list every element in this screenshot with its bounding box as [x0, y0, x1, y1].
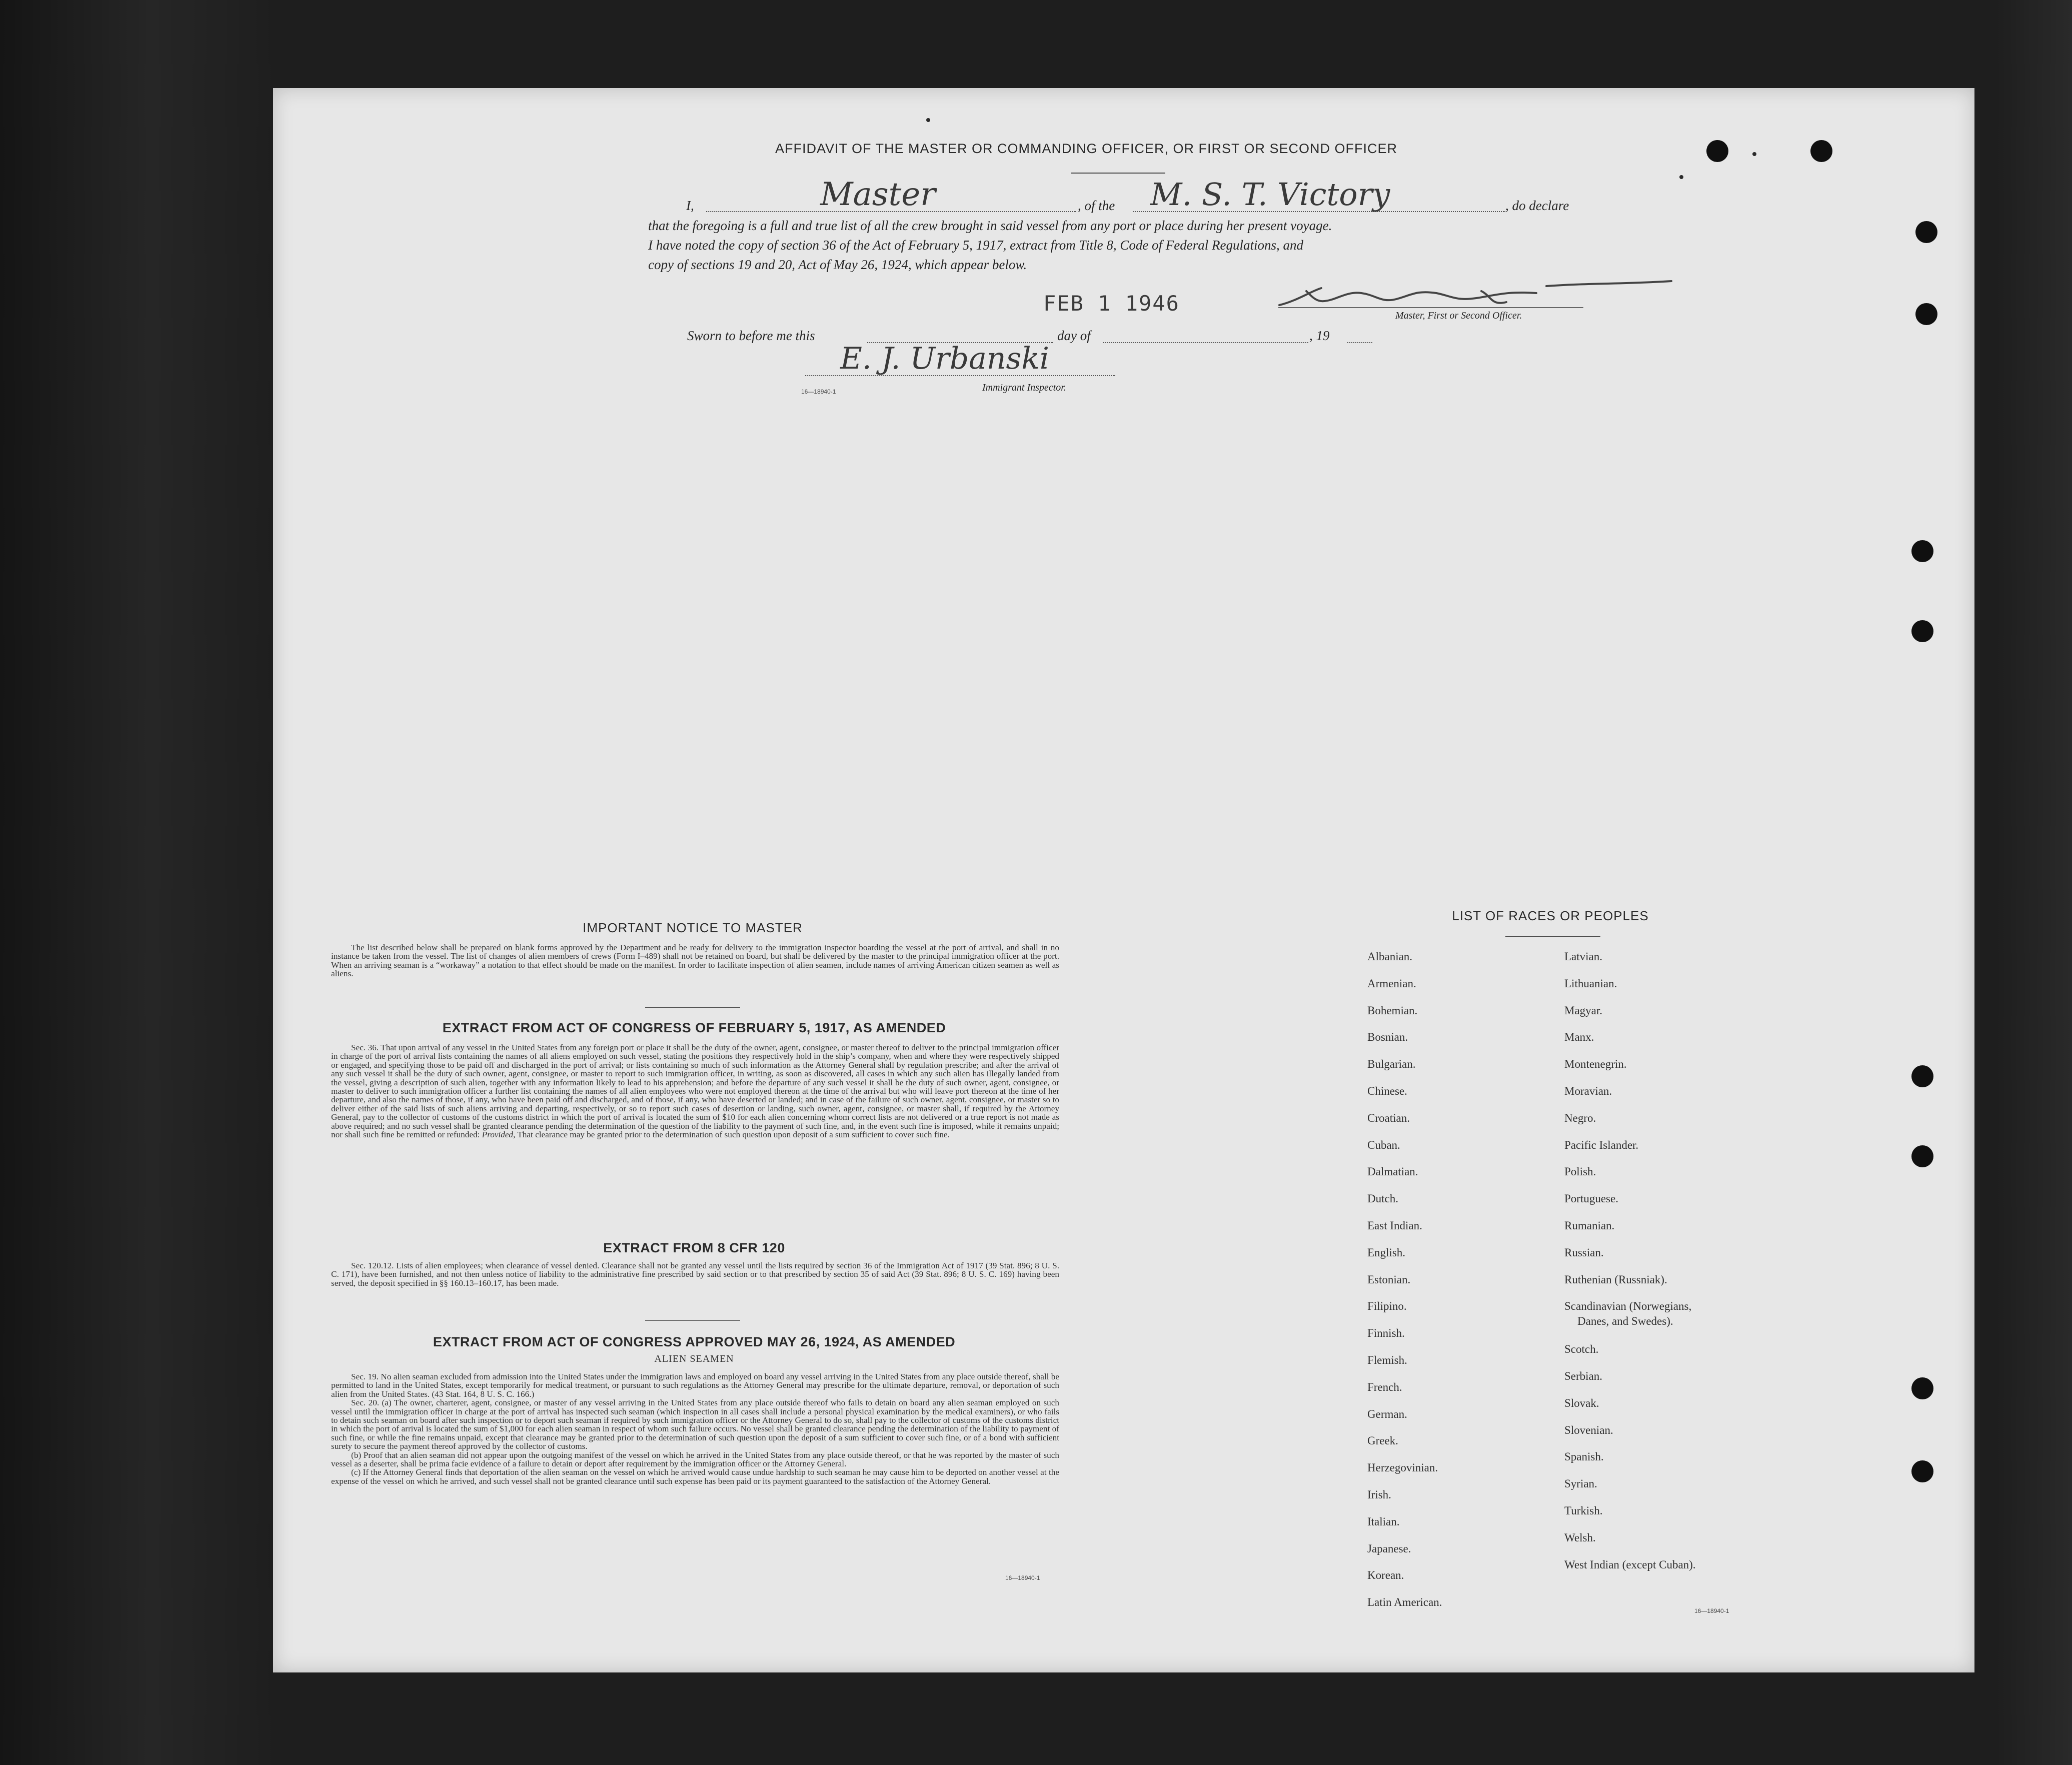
affidavit-line-4: copy of sections 19 and 20, Act of May 26, 1924, which appear below. [648, 257, 1027, 272]
extract-cfr-text: Sec. 120.12. Lists of alien employees; when clearance of vessel denied. Clearance shall not be granted any vessel until the lists required by section 36 of the Immigration Act of 1917 (39 Stat. 896; 8 U. S. C. 171), have been furnished, and not then unless notice of liability to the administrative fine prescribed by said section or to that prescribed by section 35 of said Act (39 Stat. 896; 8 U. S. C. 169) having been served, the deposit specified in §§ 160.13–160.17, has been made. [331, 1261, 1059, 1288]
affidavit-line-3: I have noted the copy of section 36 of the Act of February 5, 1917, extract from Title 8, Code of Federal Regulations, and [648, 238, 1304, 253]
race-item: Spanish. [1564, 1450, 1604, 1463]
race-item: Pacific Islander. [1564, 1139, 1639, 1151]
handwritten-inspector: E. J. Urbanski [840, 341, 1049, 376]
notice-text: The list described below shall be prepared on blank forms approved by the Department and be ready for delivery to the immigration inspector boarding the vessel at the port of arrival, and shall in no instance be taken from the vessel. The list of changes of alien members of crews (Form I–489) shall not be retained on board, but shall be delivered by the master to the principal immigration officer at the port. When an arriving seaman is a “workaway” a notation to that effect should be made on the manifest. In order to facilitate inspection of alien seamen, include names of arriving American citizen seamen as well as aliens. [331, 943, 1059, 979]
extract-1917-proviso: Provided, [482, 1130, 516, 1140]
races-rule [1505, 936, 1600, 937]
race-item: Latin American. [1367, 1596, 1442, 1608]
race-item: Japanese. [1367, 1542, 1411, 1555]
race-item: Portuguese. [1564, 1192, 1618, 1205]
extract-1917-text [331, 1043, 1059, 1139]
extract-cfr-heading: EXTRACT FROM 8 CFR 120 [603, 1240, 785, 1255]
race-item: Welsh. [1564, 1531, 1596, 1544]
race-item: Croatian. [1367, 1112, 1410, 1124]
race-item: Cuban. [1367, 1139, 1400, 1151]
speck [926, 118, 930, 122]
race-item: Filipino. [1367, 1300, 1407, 1312]
inspector-caption: Immigrant Inspector. [982, 382, 1066, 393]
punch-hole [1911, 1377, 1933, 1399]
punch-hole [1706, 140, 1728, 162]
affidavit-title: AFFIDAVIT OF THE MASTER OR COMMANDING OFFICER, OR FIRST OR SECOND OFFICER [775, 141, 1398, 156]
of-the-label: , of the [1078, 198, 1115, 213]
title-rule [1071, 173, 1165, 174]
race-item: Armenian. [1367, 977, 1416, 990]
punch-hole [1911, 620, 1933, 642]
race-item: Dutch. [1367, 1192, 1398, 1205]
punch-hole [1810, 140, 1832, 162]
race-item: Irish. [1367, 1488, 1391, 1501]
extract-1924-heading: EXTRACT FROM ACT OF CONGRESS APPROVED MAY 26, 1924, AS AMENDED [433, 1334, 956, 1349]
year-line [1347, 342, 1372, 343]
race-item: Danes, and Swedes). [1577, 1315, 1673, 1327]
notice-rule [645, 1007, 740, 1008]
section-20c: (c) If the Attorney General finds that deportation of the alien seaman on the vessel on which he arrived would cause undue hardship to such seaman he may cause him to be deported on another vessel at the expense of the vessel on which he arrived, and such vessel shall not be granted clearance until such expense has been paid or its payment guaranteed to the satisfaction of the Attorney General. [331, 1467, 1059, 1486]
extract-1924-text [331, 1372, 1059, 1485]
race-item: East Indian. [1367, 1219, 1422, 1232]
notice-heading: IMPORTANT NOTICE TO MASTER [583, 920, 803, 935]
race-item: Scandinavian (Norwegians, [1564, 1300, 1692, 1312]
race-item: Finnish. [1367, 1327, 1405, 1339]
punch-hole [1911, 1065, 1933, 1087]
section-19: Sec. 19. No alien seaman excluded from admission into the United States under the immigration laws and employed on board any vessel arriving in the United States from any place outside thereof, shall be permitted to land in the United States, except temporarily for medical treatment, or pursuant to such regulations as the Attorney General may prescribe for the ultimate departure, removal, or deportation of such alien from the United States. (43 Stat. 164, 8 U. S. C. 166.) [331, 1372, 1059, 1399]
punch-hole [1915, 303, 1937, 325]
race-item: Serbian. [1564, 1370, 1603, 1382]
punch-hole [1911, 540, 1933, 562]
handwritten-rank: Master [820, 176, 936, 213]
i-label: I, [686, 198, 694, 213]
race-item: Montenegrin. [1564, 1058, 1627, 1070]
race-item: West Indian (except Cuban). [1564, 1558, 1696, 1571]
race-item: Rumanian. [1564, 1219, 1615, 1232]
race-item: Scotch. [1564, 1343, 1599, 1355]
section-20a: Sec. 20. (a) The owner, charterer, agent, consignee, or master of any vessel arriving in the United States from any place outside thereof who fails to detain on board any alien seaman employed on such vessel until the immigration officer in charge at the port of arrival has inspected such seaman (which inspection in all cases shall include a personal physical examination by the medical examiners), or who fails to detain such seaman on board after such inspection or to deport such seaman if required by such immigration officer or the Attorney General to do so, shall pay to the collector of customs of the customs district in which the port of arrival is located the sum of $1,000 for each alien seaman in respect of whom such failure occurs. No vessel shall be granted clearance pending the determination of the liability to payment of such fine, or while the fine remains unpaid, except that clearance may be granted prior to the determination of such question upon the deposit of a sum sufficient to cover such fine, or of a bond with sufficient surety to secure the payment thereof approved by the collector of customs. [331, 1398, 1059, 1451]
form-number-right: 16—18940-1 [1694, 1607, 1729, 1614]
cfr-rule [645, 1320, 740, 1321]
race-item: Magyar. [1564, 1004, 1603, 1017]
race-item: Moravian. [1564, 1085, 1612, 1097]
race-item: Lithuanian. [1564, 977, 1617, 990]
race-item: Herzegovinian. [1367, 1461, 1438, 1474]
race-item: Russian. [1564, 1246, 1604, 1259]
month-line [1103, 342, 1308, 343]
race-item: Ruthenian (Russniak). [1564, 1273, 1667, 1286]
do-declare-label: , do declare [1505, 198, 1569, 213]
punch-hole [1911, 1145, 1933, 1167]
races-heading: LIST OF RACES OR PEOPLES [1452, 908, 1649, 923]
race-item: Chinese. [1367, 1085, 1407, 1097]
speck [1752, 152, 1756, 156]
race-item: Manx. [1564, 1031, 1594, 1043]
date-stamp: FEB 1 1946 [1043, 291, 1180, 316]
race-item: German. [1367, 1408, 1407, 1420]
section-20b: (b) Proof that an alien seaman did not appear upon the outgoing manifest of the vessel on which he arrived in the United States from any place outside thereof, or that he was reported by the master of such vessel as a deserter, shall be prima facie evidence of a failure to detain or deport after requirement by the immigration officer or the Attorney General. [331, 1450, 1059, 1469]
race-item: Bulgarian. [1367, 1058, 1416, 1070]
handwritten-vessel: M. S. T. Victory [1150, 176, 1390, 213]
affidavit-line-2: that the foregoing is a full and true list of all the crew brought in said vessel from any port or place during her present voyage. [648, 218, 1332, 233]
signature-caption: Master, First or Second Officer. [1395, 310, 1522, 321]
form-number-left: 16—18940-1 [1005, 1574, 1040, 1581]
race-item: French. [1367, 1381, 1402, 1393]
extract-1917-text-b: That clearance may be granted prior to the determination of such question upon deposit of a sum sufficient to cover such fine. [517, 1130, 950, 1140]
year-label: , 19 [1309, 328, 1330, 343]
alien-seamen-subheading: ALIEN SEAMEN [654, 1353, 734, 1364]
signature-line [1278, 307, 1583, 308]
race-item: Polish. [1564, 1165, 1596, 1178]
form-number-top: 16—18940-1 [801, 388, 836, 395]
extract-1917-text-a: Sec. 36. That upon arrival of any vessel in the United States from any foreign port or place it shall be the duty of the owner, agent, consignee, or master thereof to deliver to the principal immigration officer in charge of the port of arrival lists containing the names of all aliens employed on such vessel, stating the positions they respectively hold in the ship’s company, when and where they were respectively shipped or engaged, and specifying those to be paid off and discharged in the port of arrival; or lists containing so much of such information as the Attorney General shall by regulation prescribe; and after the arrival of any such vessel it shall be the duty of such owner, agent, consignee, or master to report to such immigration officer, in writing, as soon as discovered, all cases in which any such alien has illegally landed from the vessel, giving a description of such alien, together with any information likely to lead to his apprehension; and before the departure of any such vessel it shall be the duty of such owner, agent, consignee, or master to deliver to such immigration officer a further list containing the names of all alien employees who were not employed thereon at the time of the arrival but who will leave port thereon at the time of her departure, and also the names of those, if any, who have been paid off and discharged, and of those, if any, who have deserted or landed; and in case of the failure of such owner, agent, consignee, or master so to deliver either of the said lists of such aliens arriving and departing, respectively, or so to report such cases of desertion or landing, such owner, agent, consignee, or master shall, if required by the Attorney General, pay to the collector of customs of the customs district in which the port of arrival is located the sum of $10 for each alien concerning whom correct lists are not delivered or a true report is not made as above required; and no such vessel shall be granted clearance pending the determination of the question of the liability to the payment of such fine, and, in the event such fine is imposed, while it remains unpaid; nor shall such fine be remitted or refunded: [331, 1043, 1059, 1140]
race-item: English. [1367, 1246, 1406, 1259]
punch-hole [1911, 1460, 1933, 1482]
master-signature [1276, 276, 1676, 311]
race-item: Turkish. [1564, 1504, 1603, 1517]
race-item: Bosnian. [1367, 1031, 1408, 1043]
punch-hole [1915, 221, 1937, 243]
day-of-label: day of [1057, 328, 1091, 343]
race-item: Slovak. [1564, 1397, 1599, 1409]
race-item: Slovenian. [1564, 1424, 1613, 1436]
speck [1679, 175, 1683, 179]
race-item: Syrian. [1564, 1477, 1597, 1490]
race-item: Bohemian. [1367, 1004, 1418, 1017]
race-item: Korean. [1367, 1569, 1404, 1581]
race-item: Greek. [1367, 1434, 1398, 1447]
race-item: Latvian. [1564, 950, 1602, 963]
race-item: Italian. [1367, 1515, 1400, 1528]
race-item: Flemish. [1367, 1354, 1407, 1366]
race-item: Estonian. [1367, 1273, 1411, 1286]
race-item: Albanian. [1367, 950, 1413, 963]
sworn-label: Sworn to before me this [687, 328, 815, 343]
race-item: Negro. [1564, 1112, 1596, 1124]
race-item: Dalmatian. [1367, 1165, 1418, 1178]
inspector-line [805, 375, 1115, 376]
extract-1917-heading: EXTRACT FROM ACT OF CONGRESS OF FEBRUARY 5, 1917, AS AMENDED [442, 1020, 946, 1035]
